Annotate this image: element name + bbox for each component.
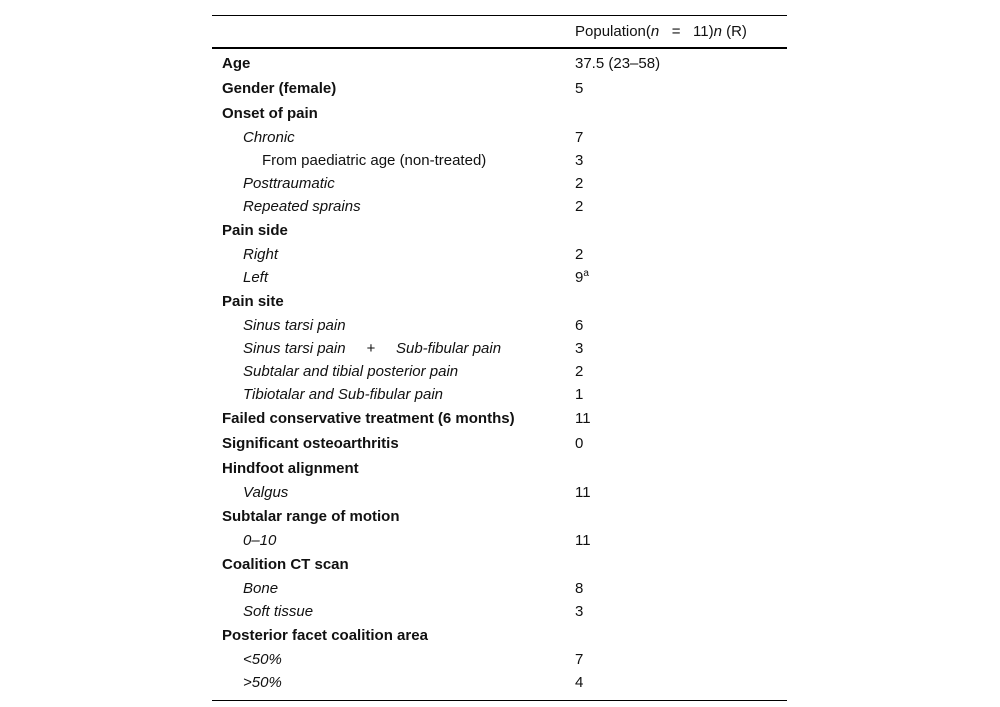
table-row	[212, 243, 787, 266]
table-bottom-rule	[212, 700, 787, 701]
row-value-text: 11	[575, 410, 591, 427]
row-value-text: 37.5 (23–58)	[575, 55, 661, 72]
table-row	[212, 172, 787, 195]
table-row	[212, 481, 787, 504]
header-prefix: Population(	[575, 23, 651, 40]
table-row	[212, 149, 787, 172]
header-n-symbol-2: n	[713, 23, 722, 40]
row-label: Gender (female)	[222, 80, 337, 97]
table-row	[212, 266, 787, 289]
row-value	[575, 406, 591, 431]
table-row	[212, 504, 787, 529]
table-row	[212, 383, 787, 406]
row-value-text: 5	[575, 80, 584, 97]
row-value-text: 7	[575, 651, 584, 668]
header-suffix: (R)	[721, 23, 747, 40]
row-value	[575, 481, 591, 504]
row-label: Hindfoot alignment	[222, 460, 359, 477]
row-value-text: 2	[575, 363, 584, 380]
row-label: Posterior facet coalition area	[222, 627, 428, 644]
row-label: Sinus tarsi pain	[243, 317, 346, 334]
row-value-text: 2	[575, 198, 584, 215]
row-value-text: 2	[575, 246, 584, 263]
footnote-marker: a	[583, 268, 589, 279]
row-value	[575, 360, 583, 383]
row-label: Valgus	[243, 484, 289, 501]
table-row	[212, 529, 787, 552]
row-value	[575, 51, 660, 76]
row-label: Left	[243, 269, 269, 286]
row-value	[575, 243, 583, 266]
row-label: From paediatric age (non-treated)	[262, 152, 487, 169]
row-value	[575, 648, 583, 671]
row-value-text: 8	[575, 580, 584, 597]
table-row	[212, 456, 787, 481]
row-value	[575, 266, 589, 289]
row-label: >50%	[243, 674, 282, 691]
row-value-text: 11	[575, 532, 591, 549]
row-label: Repeated sprains	[243, 198, 361, 215]
row-value	[575, 172, 583, 195]
table-row	[212, 671, 787, 694]
table-row	[212, 314, 787, 337]
row-label: Right	[243, 246, 279, 263]
row-label: Onset of pain	[222, 105, 318, 122]
row-value	[575, 600, 583, 623]
row-value-text: 3	[575, 340, 584, 357]
row-value-text: 9	[575, 269, 584, 286]
table-header-row	[212, 16, 787, 47]
row-value-text: 4	[575, 674, 584, 691]
table-row	[212, 101, 787, 126]
row-value	[575, 577, 583, 600]
row-value-text: 3	[575, 603, 584, 620]
row-value-text: 1	[575, 386, 584, 403]
table-row	[212, 552, 787, 577]
row-label: Age	[222, 55, 251, 72]
row-label: <50%	[243, 651, 282, 668]
row-label: Subtalar and tibial posterior pain	[243, 363, 459, 380]
table-row	[212, 360, 787, 383]
row-value	[575, 314, 583, 337]
row-value	[575, 195, 583, 218]
demographics-table	[212, 15, 787, 701]
row-label: Soft tissue	[243, 603, 314, 620]
row-value	[575, 383, 583, 406]
table-row	[212, 289, 787, 314]
row-value	[575, 671, 583, 694]
row-label: Coalition CT scan	[222, 556, 349, 573]
table-row	[212, 51, 787, 76]
row-label: Sinus tarsi pain + Sub-fibular pain	[243, 340, 502, 357]
row-label: Pain site	[222, 293, 284, 310]
row-label: Tibiotalar and Sub-fibular pain	[243, 386, 443, 403]
header-equals: =	[659, 23, 693, 40]
row-value	[575, 126, 583, 149]
row-value	[575, 76, 583, 101]
row-value-text: 7	[575, 129, 584, 146]
row-value-text: 6	[575, 317, 584, 334]
table-row	[212, 623, 787, 648]
row-label: Significant osteoarthritis	[222, 435, 399, 452]
table-row	[212, 648, 787, 671]
header-n-value: 11)	[693, 23, 714, 40]
row-label: Bone	[243, 580, 279, 597]
row-label: Pain side	[222, 222, 288, 239]
row-label: Subtalar range of motion	[222, 508, 400, 525]
row-label: Posttraumatic	[243, 175, 335, 192]
table-row	[212, 431, 787, 456]
table-row	[212, 600, 787, 623]
row-value-text: 3	[575, 152, 584, 169]
row-label: Chronic	[243, 129, 295, 146]
table-row	[212, 406, 787, 431]
table-row	[212, 76, 787, 101]
population-column-header	[575, 23, 747, 40]
table-row	[212, 126, 787, 149]
row-value	[575, 529, 591, 552]
row-value-text: 0	[575, 435, 584, 452]
table-row	[212, 195, 787, 218]
row-value-text: 2	[575, 175, 584, 192]
row-value	[575, 149, 583, 172]
row-label: 0–10	[243, 532, 277, 549]
table-row	[212, 218, 787, 243]
table-body	[212, 49, 787, 700]
row-value-text: 11	[575, 484, 591, 501]
table-row	[212, 337, 787, 360]
header-n-symbol: n	[650, 23, 660, 40]
row-value	[575, 431, 583, 456]
table-row	[212, 577, 787, 600]
row-label: Failed conservative treatment (6 months)	[222, 410, 515, 427]
row-value	[575, 337, 583, 360]
